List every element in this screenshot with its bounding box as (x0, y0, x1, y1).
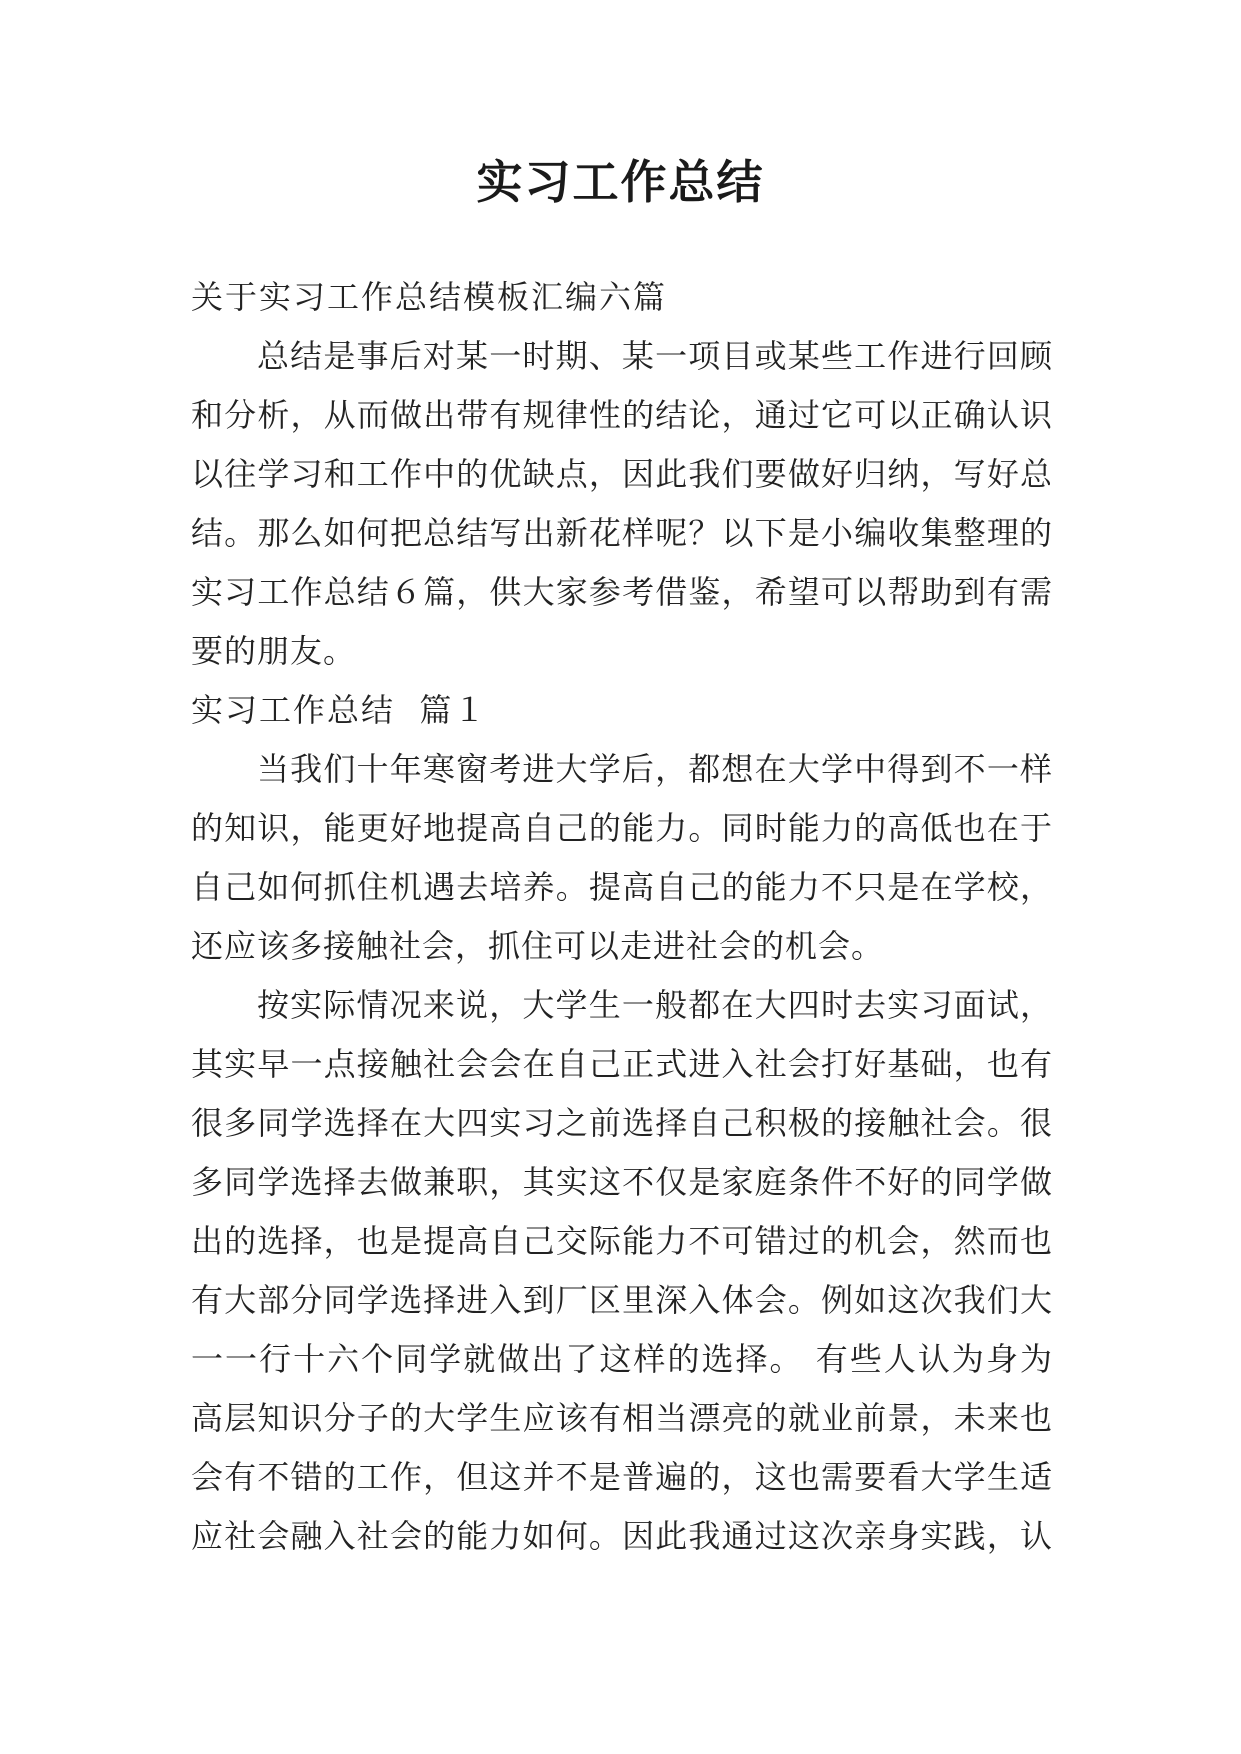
intro-paragraph (191, 327, 1053, 681)
paragraph-2 (191, 976, 1053, 1566)
paragraph-line: 有大部分同学选择进入到厂区里深入体会。例如这次我们大 (191, 1281, 1053, 1319)
paragraph-line: 应社会融入社会的能力如何。因此我通过这次亲身实践，认 (191, 1517, 1053, 1555)
intro-line: 结。那么如何把总结写出新花样呢？以下是小编收集整理的 (191, 514, 1053, 552)
paragraph-line: 按实际情况来说，大学生一般都在大四时去实习面试， (257, 986, 1053, 1024)
paragraph-line: 一一行十六个同学就做出了这样的选择。 有些人认为身为 (191, 1340, 1053, 1378)
intro-line: 要的朋友。 (191, 632, 357, 670)
paragraph-line: 多同学选择去做兼职，其实这不仅是家庭条件不好的同学做 (191, 1163, 1053, 1201)
document-subtitle: 关于实习工作总结模板汇编六篇 (191, 278, 668, 316)
paragraph-line: 高层知识分子的大学生应该有相当漂亮的就业前景，未来也 (191, 1399, 1053, 1437)
intro-line: 以往学习和工作中的优缺点，因此我们要做好归纳，写好总 (191, 455, 1053, 493)
paragraph-line: 会有不错的工作，但这并不是普遍的，这也需要看大学生适 (191, 1458, 1053, 1496)
document-title: 实习工作总结 (476, 155, 765, 209)
intro-line: 总结是事后对某一时期、某一项目或某些工作进行回顾 (257, 337, 1053, 375)
paragraph-line: 自己如何抓住机遇去培养。提高自己的能力不只是在学校， (191, 868, 1053, 906)
section-heading: 实习工作总结 篇１ (191, 691, 488, 729)
paragraph-line: 当我们十年寒窗考进大学后，都想在大学中得到不一样 (257, 750, 1053, 788)
paragraph-line: 其实早一点接触社会会在自己正式进入社会打好基础，也有 (191, 1045, 1053, 1083)
paragraph-1 (191, 740, 1053, 976)
paragraph-line: 很多同学选择在大四实习之前选择自己积极的接触社会。很 (191, 1104, 1053, 1142)
intro-line: 和分析，从而做出带有规律性的结论，通过它可以正确认识 (191, 396, 1053, 434)
paragraph-line: 的知识，能更好地提高自己的能力。同时能力的高低也在于 (191, 809, 1053, 847)
paragraph-line: 还应该多接触社会，抓住可以走进社会的机会。 (191, 927, 885, 965)
paragraph-line: 出的选择，也是提高自己交际能力不可错过的机会，然而也 (191, 1222, 1053, 1260)
document-body (191, 268, 1053, 1566)
intro-line: 实习工作总结６篇，供大家参考借鉴，希望可以帮助到有需 (191, 573, 1053, 611)
